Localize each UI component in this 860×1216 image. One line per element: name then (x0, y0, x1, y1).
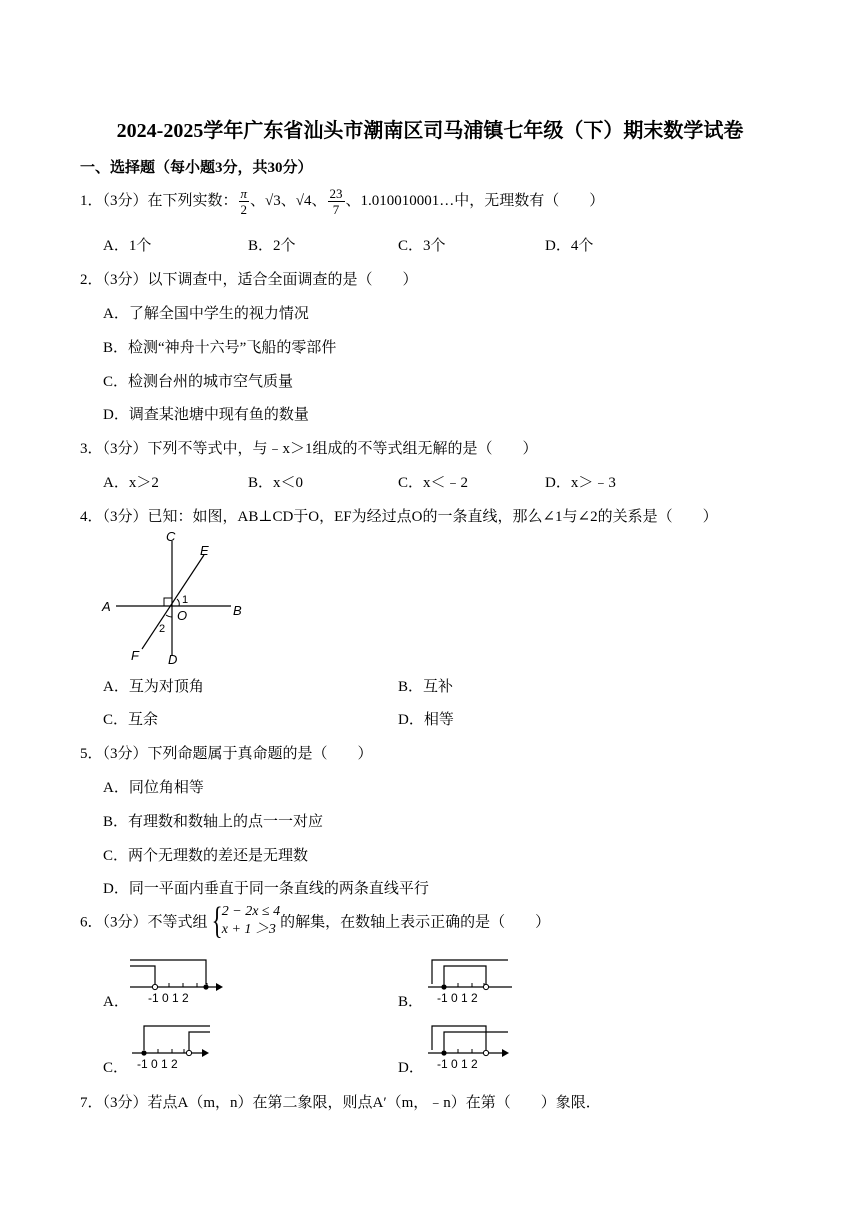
label-o: O (177, 608, 188, 623)
label-b: B (233, 603, 242, 618)
label-angle-1: 1 (182, 594, 189, 606)
q5-option-b: B．有理数和数轴上的点一一对应 (103, 814, 324, 830)
label-f: F (131, 648, 139, 663)
q1-option-d: D．4个 (545, 238, 594, 254)
ticks-label: -1 0 1 2 (437, 1057, 478, 1071)
q4-option-b: B．互补 (398, 679, 454, 695)
q6-prefix: 6．（3分）不等式组 (80, 914, 208, 931)
label-c: C (166, 529, 176, 544)
fraction-pi-2 (239, 186, 250, 217)
q3-option-a: A．x＞2 (103, 475, 159, 491)
ticks-label: -1 0 1 2 (148, 991, 189, 1005)
fraction-23-7 (328, 186, 345, 217)
q1-option-b: B．2个 (248, 238, 296, 254)
fraction-denominator: 2 (240, 202, 248, 217)
q2-option-c: C．检测台州的城市空气质量 (103, 374, 294, 390)
q1-tail: 、1.010010001…中，无理数有（ ） (345, 192, 605, 209)
q6-option-a: A． (103, 994, 129, 1010)
number-line-c (128, 1022, 218, 1072)
q5-option-c: C．两个无理数的差还是无理数 (103, 848, 309, 864)
q4-option-d: D．相等 (398, 712, 454, 728)
q2-option-b: B．检测“神舟十六号”飞船的零部件 (103, 340, 337, 356)
separator: 、 (280, 192, 296, 209)
label-d: D (168, 652, 178, 667)
angle-1-arc (177, 599, 179, 606)
question-7-stem: 7．（3分）若点A（m，n）在第二象限，则点A′（m，﹣n）在第（ ）象限． (80, 1095, 601, 1111)
inequality-system (222, 903, 280, 939)
geometry-figure (96, 527, 246, 667)
ticks-label: -1 0 1 2 (437, 991, 478, 1005)
q1-prefix: 1．（3分）在下列实数： (80, 192, 238, 209)
question-3-stem: 3．（3分）下列不等式中，与﹣x＞1组成的不等式组无解的是（ ） (80, 441, 538, 457)
question-6-stem (80, 902, 550, 940)
number-line-d (424, 1022, 514, 1072)
fraction-denominator: 7 (332, 202, 340, 217)
page-title: 2024-2025学年广东省汕头市潮南区司马浦镇七年级（下）期末数学试卷 (116, 120, 744, 142)
q2-option-d: D．调查某池塘中现有鱼的数量 (103, 407, 309, 423)
fraction-numerator: π (240, 186, 248, 201)
q5-option-d: D．同一平面内垂直于同一条直线的两条直线平行 (103, 881, 429, 897)
number-line-b (424, 956, 514, 1006)
q4-option-c: C．互余 (103, 712, 159, 728)
separator: 、 (250, 192, 266, 209)
q3-option-b: B．x＜0 (248, 475, 304, 491)
fraction-numerator: 23 (329, 186, 343, 201)
q6-suffix: 的解集，在数轴上表示正确的是（ ） (280, 914, 551, 931)
sqrt-3: √3 (265, 192, 281, 209)
separator: 、 (311, 192, 327, 209)
label-a: A (102, 599, 111, 614)
section-heading: 一、选择题（每小题3分，共30分） (80, 160, 313, 176)
q3-option-d: D．x＞﹣3 (545, 475, 616, 491)
question-1-stem (80, 186, 604, 217)
q1-option-c: C．3个 (398, 238, 446, 254)
question-5-stem: 5．（3分）下列命题属于真命题的是（ ） (80, 746, 373, 762)
q4-option-a: A．互为对顶角 (103, 679, 204, 695)
q6-option-c: C． (103, 1060, 129, 1076)
question-2-stem: 2．（3分）以下调查中，适合全面调查的是（ ） (80, 272, 418, 288)
q1-option-a: A．1个 (103, 238, 152, 254)
ticks-label: -1 0 1 2 (137, 1057, 178, 1071)
question-4-stem: 4．（3分）已知：如图，AB⊥CD于O，EF为经过点O的一条直线，那么∠1与∠2的关系是（ ） (80, 509, 718, 525)
q5-option-a: A．同位角相等 (103, 780, 204, 796)
label-e: E (200, 543, 209, 558)
line-ef (142, 555, 204, 649)
q2-option-a: A．了解全国中学生的视力情况 (103, 306, 309, 322)
q6-option-b: B． (398, 994, 424, 1010)
sqrt-4: √4 (295, 192, 312, 209)
brace: { (211, 900, 223, 942)
inequality-line-2: x + 1 ＞3 (221, 922, 276, 937)
q3-option-c: C．x＜﹣2 (398, 475, 469, 491)
angle-2-arc (166, 615, 172, 617)
q6-option-d: D． (398, 1060, 424, 1076)
inequality-line-1: 2 − 2x ≤ 4 (221, 904, 281, 919)
number-line-a (124, 956, 224, 1006)
label-angle-2: 2 (159, 623, 166, 635)
